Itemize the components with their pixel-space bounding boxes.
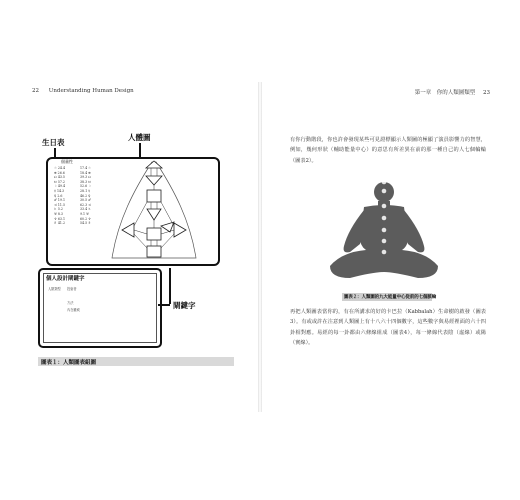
birth-chart-callout: 生日表 [42,138,65,147]
planet-column-right: 17.4 ☉ 18.4 ⊕ 39.3 ☊ 38.3 ☋ 52.6 ☽ 28.1 ☿ 46.2 ♀ 30.5 ♂ 62.3 ♃ 33.4 ♄ 9.1 ♅ 60.2 ♆ 54.5 ♇ [80,166,91,226]
planet-column-left: ☉ 24.4 ⊕ 26.6 ☊ 43.5 ☋ 57.2 ☽ 49.4 ☿ 14.3 ♀ 2.6 ♂ 19.1 ♃ 11.5 ♄ 5.2 ♅ 8.3 ♆ 63.1 ♇ 41.2 [54,166,65,226]
spleen-center-shape [122,223,134,237]
personal-row: 人類類型 投射者 [48,287,77,291]
bodygraph-leader-line [139,143,141,157]
figure-2-caption: 圖表２：人類圖的九大能量中心從前的七個脈輪 [344,295,437,300]
chakra-sacral [382,239,387,244]
personal-row [48,293,66,297]
left-running-title: Understanding Human Design [48,88,134,94]
chakra-solar-plexus [382,228,387,233]
throat-center-shape [147,190,161,202]
right-page-number: 23 [483,90,490,96]
figure-1-caption-bar [38,357,234,366]
left-arm [344,210,364,252]
meditation-figure [322,174,446,296]
left-page [14,82,258,412]
sacral-center-shape [147,228,161,240]
right-running-header [415,88,490,96]
bodygraph-callout: 人體圖 [128,133,151,142]
right-chapter-title: 第一章 你的人類圖類型 [414,90,476,96]
left-page-number: 22 [32,88,39,94]
personal-design-title: 個人設計閘鍵字 [46,276,85,282]
personal-design-box [38,268,162,348]
solar-plexus-center-shape [174,223,186,237]
birth-chart-header: 個量性 [61,159,73,164]
ajna-center-shape [146,176,162,185]
root-center-shape [147,246,161,257]
body-paragraph-2: 再把人類圖表當你的，有在所講求的好的卡巴拉（Kabbalah）生命樹的啟發（圖表3）。有或或許在注意到人類圖上有十八六十四個數字，這些數字與易經裡面的六十四卦相對應。易經的每一卦都由六條線組成（圖表4），每一條線代表陰（虛線）或陽（實線）。 [290,309,486,346]
chakra-heart [382,216,387,221]
chakra-third-eye [382,189,387,194]
gate-leader-line [169,268,171,304]
chakra-root [382,250,387,255]
body-paragraph-1: 有你行動階段，你也許會發現某些可見證標顯示人類圖的極顯了演員影響力的智慧，例如，幾何形狀（輔助能量中心）的意思有所差異在前的那一種自己的人七個輪輪（圖表2）。 [290,137,486,164]
gate-leader-line-horizontal [158,304,170,306]
figure-2-caption-bar [342,293,437,301]
personal-row: 內在權威 [67,308,80,312]
left-running-header [32,88,134,94]
bodygraph-diagram [104,160,204,260]
head-center-shape [146,161,162,168]
right-page [262,82,506,412]
gate-callout: 閘鍵字 [173,301,196,310]
personal-row: 方法 [67,301,74,305]
g-center-shape [147,209,161,220]
chakra-crown [382,180,387,185]
figure-1-caption: 圖表１：人類圖表組圖 [41,360,97,366]
chakra-throat [382,204,387,209]
right-arm [404,210,424,252]
